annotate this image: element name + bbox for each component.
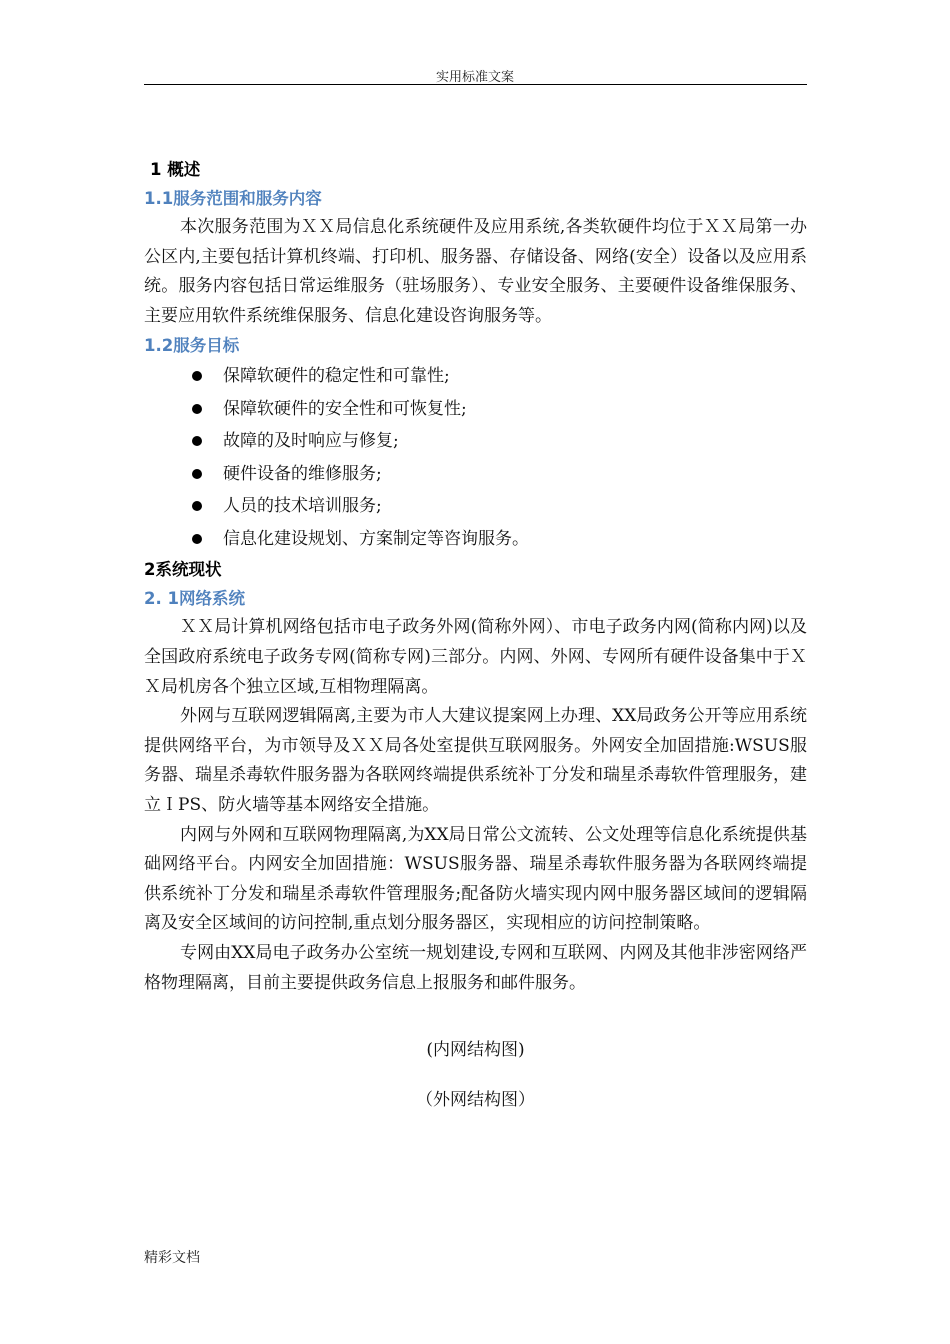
subsection-title-scope: 1.1服务范围和服务内容: [144, 189, 322, 208]
bullet-icon: [192, 469, 202, 479]
list-item-text: 人员的技术培训服务;: [223, 496, 382, 517]
list-item: [144, 425, 807, 458]
bullet-icon: [192, 501, 202, 511]
subsection-title-network: 2. 1网络系统: [144, 589, 245, 609]
caption-internal-network-diagram: (内网结构图): [426, 1040, 525, 1061]
list-item: [144, 458, 807, 491]
caption-external-network-diagram: （外网结构图）: [416, 1089, 535, 1110]
section-title-overview: 1 概述: [150, 160, 201, 179]
paragraph-internal-network: 内网与外网和互联网物理隔离,为XX局日常公文流转、公文处理等信息化系统提供基础网络平台。内网安全加固措施：WSUS服务器、瑞星杀毒软件服务器为各联网终端提供系统补丁分发和瑞星杀毒软件管理服务;配备防火墙实现内网中服务器区域间的逻辑隔离及安全区域间的访问控制,重点划分服务器区，实现相应的访问控制策略。: [144, 824, 807, 934]
paragraph-private-network: 专网由XX局电子政务办公室统一规划建设,专网和互联网、内网及其他非涉密网络严格物理隔离，目前主要提供政务信息上报服务和邮件服务。: [144, 942, 807, 993]
list-item: [144, 490, 807, 523]
page-footer-text: 精彩文档: [144, 1250, 200, 1266]
document-body: [144, 155, 807, 1115]
list-item: [144, 393, 807, 426]
list-item-text: 信息化建设规划、方案制定等咨询服务。: [223, 528, 529, 549]
list-item-text: 故障的及时响应与修复;: [223, 431, 399, 452]
paragraph-external-network: 外网与互联网逻辑隔离,主要为市人大建议提案网上办理、XX局政务公开等应用系统提供网络平台，为市领导及ＸＸ局各处室提供互联网服务。外网安全加固措施:WSUS服务器、瑞星杀毒软件服务器为各联网终端提供系统补丁分发和瑞星杀毒软件管理服务，建立ＩPS、防火墙等基本网络安全措施。: [144, 706, 807, 815]
list-item-text: 保障软硬件的稳定性和可靠性;: [223, 366, 450, 387]
list-item-text: 硬件设备的维修服务;: [223, 463, 382, 484]
bullet-icon: [192, 436, 202, 446]
header-divider: [144, 84, 807, 85]
list-item-text: 保障软硬件的安全性和可恢复性;: [223, 398, 467, 419]
subsection-title-goals: 1.2服务目标: [144, 336, 240, 356]
goals-list: [144, 360, 807, 555]
bullet-icon: [192, 404, 202, 414]
paragraph-scope: 本次服务范围为ＸＸ局信息化系统硬件及应用系统,各类软硬件均位于ＸＸ局第一办公区内,主要包括计算机终端、打印机、服务器、存储设备、网络(安全）设备以及应用系统。服务内容包括日常运维服务（驻场服务）、专业安全服务、主要硬件设备维保服务、主要应用软件系统维保服务、信息化建设咨询服务等。: [144, 217, 807, 326]
bullet-icon: [192, 371, 202, 381]
paragraph-network-overview: ＸＸ局计算机网络包括市电子政务外网(简称外网）、市电子政务内网(简称内网)以及全国政府系统电子政务专网(简称专网)三部分。内网、外网、专网所有硬件设备集中于ＸＸ局机房各个独立区域,互相物理隔离。: [144, 617, 807, 697]
list-item: [144, 523, 807, 556]
list-item: [144, 360, 807, 393]
bullet-icon: [192, 534, 202, 544]
page-header-title: 实用标准文案: [435, 70, 514, 85]
section-title-system-status: 2系统现状: [144, 560, 222, 580]
